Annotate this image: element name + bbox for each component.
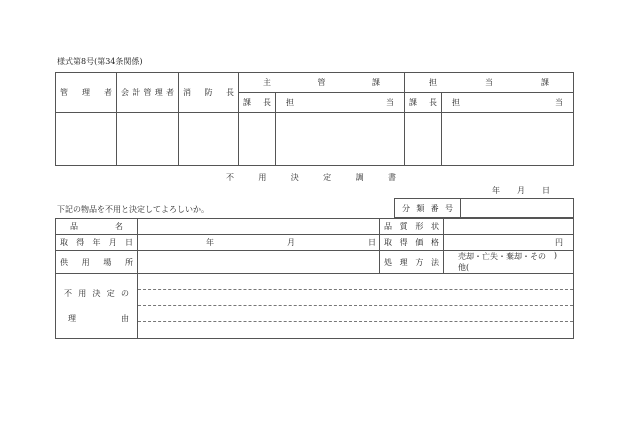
fire-chief-header: [179, 73, 239, 113]
acquired-date-value[interactable]: [138, 235, 380, 251]
accounting-manager-label: 会 計 管 理 者: [121, 88, 174, 97]
charge-section-chief-stamp-box[interactable]: [405, 113, 442, 166]
date-day-label: 日: [542, 186, 550, 195]
location-label: 供 用 場 所: [60, 257, 133, 267]
main-person-header: [276, 93, 405, 113]
main-section-chief-header: [239, 93, 276, 113]
form-number: 様式第8号(第34条関係): [57, 57, 143, 66]
method-header: [380, 251, 444, 274]
approval-table: [55, 72, 574, 166]
quality-header: [380, 219, 444, 235]
reason-label-line1: 不 用 決 定 の: [64, 289, 129, 298]
acquired-date-label: 取 得 年 月 日: [60, 238, 133, 247]
fire-chief-stamp-box[interactable]: [179, 113, 239, 166]
acquired-date-header: [56, 235, 138, 251]
reason-line-1[interactable]: [138, 274, 573, 289]
manager-label: 管 理 者: [60, 88, 112, 97]
main-person-stamp-box[interactable]: [276, 113, 405, 166]
charge-section-header: [405, 73, 574, 93]
item-name-value[interactable]: [138, 219, 380, 235]
reason-value[interactable]: [138, 274, 574, 339]
reason-line-3[interactable]: [138, 305, 573, 321]
manager-stamp-box[interactable]: [56, 113, 117, 166]
main-section-chief-stamp-box[interactable]: [239, 113, 276, 166]
price-header: [380, 235, 444, 251]
classification-value[interactable]: [461, 199, 574, 218]
charge-section-label: 担 当 課: [429, 78, 549, 87]
charge-section-chief-label: 課 長: [409, 98, 437, 107]
main-section-header: [239, 73, 405, 93]
acquired-day-label: 日: [368, 238, 376, 247]
location-value[interactable]: [138, 251, 380, 274]
accounting-manager-header: [117, 73, 179, 113]
manager-header: [56, 73, 117, 113]
classification-header: [395, 199, 461, 218]
main-section-label: 主 管 課: [263, 78, 380, 87]
item-name-header: [56, 219, 138, 235]
acquired-date-fields: [138, 237, 376, 248]
accounting-manager-stamp-box[interactable]: [117, 113, 179, 166]
method-options-text: 売却・亡失・棄却・その他(: [458, 252, 546, 272]
main-person-label: 担 当: [286, 98, 394, 107]
section-title: 不 用 決 定 調 書: [226, 173, 396, 182]
price-unit: 円: [555, 238, 563, 247]
intro-text: 下記の物品を不用と決定してよろしいか。: [57, 205, 209, 214]
item-name-label: 品 名: [70, 222, 123, 231]
method-options: [444, 251, 573, 273]
quality-value[interactable]: [444, 219, 574, 235]
quality-label: 品 質 形 状: [384, 222, 439, 231]
acquired-month-label: 月: [287, 238, 295, 247]
reason-header: [56, 274, 138, 339]
location-header: [56, 251, 138, 274]
item-details-table: [55, 218, 574, 339]
method-label: 処 理 方 法: [384, 257, 439, 267]
charge-person-label: 担 当: [452, 98, 563, 107]
reason-label-line2: 理 由: [68, 314, 129, 323]
charge-section-chief-header: [405, 93, 442, 113]
reason-line-4[interactable]: [138, 321, 573, 338]
report-date: [492, 185, 550, 196]
main-section-chief-label: 課 長: [243, 98, 271, 107]
price-label: 取 得 価 格: [384, 238, 439, 247]
charge-person-header: [442, 93, 574, 113]
charge-person-stamp-box[interactable]: [442, 113, 574, 166]
acquired-year-label: 年: [206, 238, 214, 247]
method-options-close: ): [553, 251, 557, 260]
fire-chief-label: 消 防 長: [183, 88, 234, 97]
method-value[interactable]: [444, 251, 574, 274]
date-month-label: 月: [517, 186, 525, 195]
reason-label: [56, 288, 137, 324]
classification-table: [394, 198, 574, 218]
price-value[interactable]: [444, 235, 574, 251]
reason-line-2[interactable]: [138, 289, 573, 305]
classification-label: 分 類 番 号: [402, 203, 453, 213]
date-year-label: 年: [492, 186, 500, 195]
